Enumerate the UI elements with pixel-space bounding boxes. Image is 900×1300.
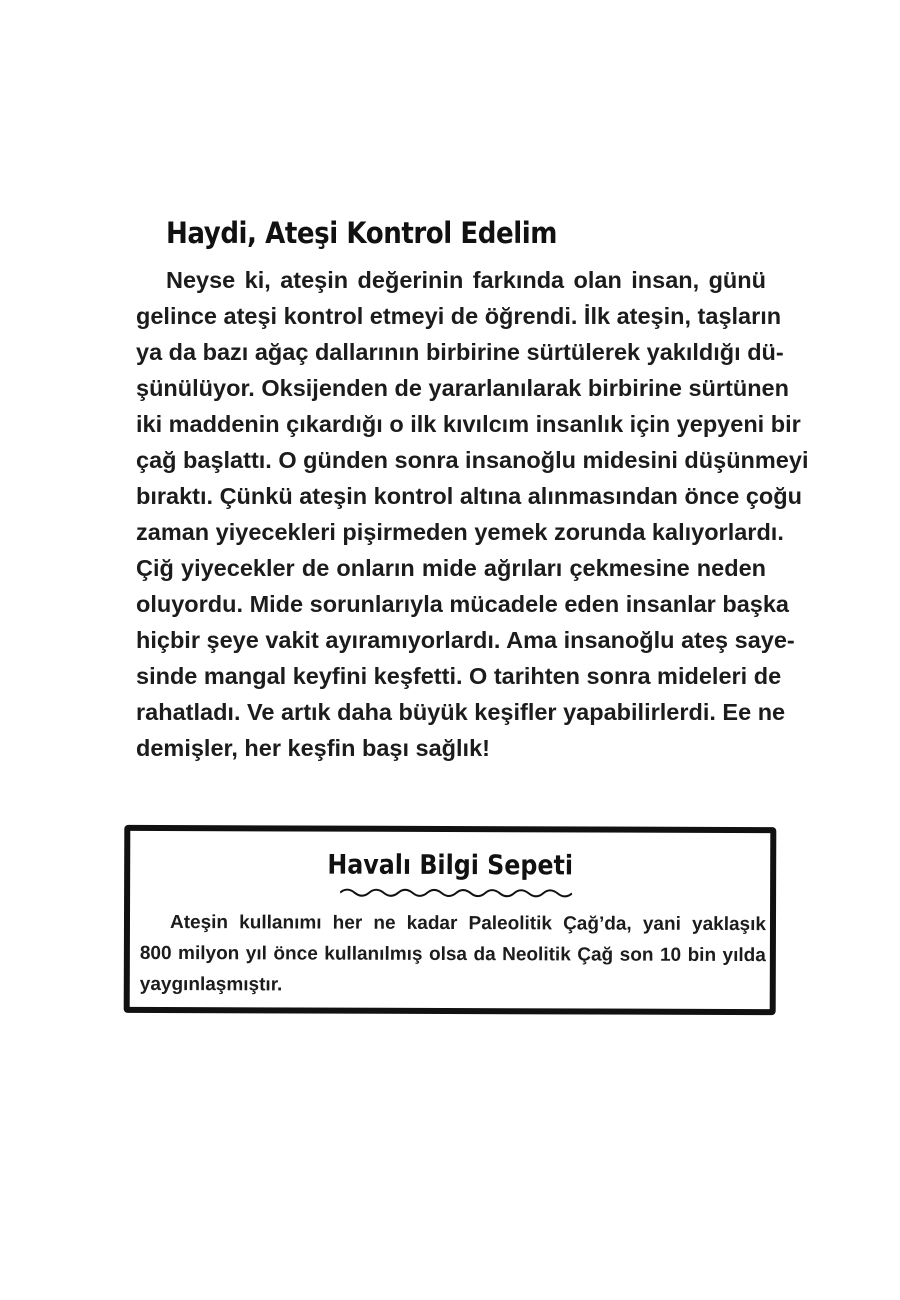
paragraph-line: demişler, her keşfin başı sağlık! (136, 735, 490, 761)
paragraph-line: rahatladı. Ve artık daha büyük keşifler yapabilirlerdi. Ee ne (136, 699, 786, 725)
info-box-line: yaygınlaşmıştır. (139, 973, 283, 996)
info-box-line: 800 milyon yıl önce kullanılmış olsa da Neolitik Çağ son 10 bin yılda (139, 942, 766, 967)
paragraph-line: oluyordu. Mide sorunlarıyla mücadele eden insanlar başka (136, 591, 789, 617)
info-box-text (140, 907, 766, 1002)
paragraph-line: sinde mangal keyfini keşfetti. O tarihten sonra mideleri de (136, 663, 782, 689)
body-paragraph (136, 262, 809, 766)
paragraph-line: çağ başlattı. O günden sonra insanoğlu midesini düşünmeyi (136, 447, 809, 473)
info-box (124, 825, 777, 1015)
paragraph-line: gelince ateşi kontrol etmeyi de öğrendi. İlk ateşin, taşların (136, 303, 782, 329)
paragraph-line: ya da bazı ağaç dallarının birbirine sürtülerek yakıldığı dü- (136, 339, 784, 365)
paragraph-line: bıraktı. Çünkü ateşin kontrol altına alınmasından önce çoğu (136, 483, 802, 509)
paragraph-line: zaman yiyecekleri pişirmeden yemek zorunda kalıyorlardı. (136, 519, 784, 545)
info-box-title: Havalı Bilgi Sepeti (327, 849, 574, 882)
paragraph-line: şünülüyor. Oksijenden de yararlanılarak birbirine sürtünen (136, 375, 789, 401)
info-box-line: Ateşin kullanımı her ne kadar Paleolitik Çağ’da, yani yaklaşık (169, 912, 767, 936)
section-title: Haydi, Ateşi Kontrol Edelim (166, 216, 557, 250)
paragraph-line: hiçbir şeye vakit ayıramıyorlardı. Ama insanoğlu ateş saye- (136, 627, 795, 653)
paragraph-line: Çiğ yiyecekler de onların mide ağrıları çekmesine neden (136, 555, 766, 581)
paragraph-line: Neyse ki, ateşin değerinin farkında olan insan, günü (166, 267, 766, 293)
wavy-underline-icon (340, 886, 572, 901)
paragraph-line: iki maddenin çıkardığı o ilk kıvılcım insanlık için yepyeni bir (136, 411, 801, 437)
